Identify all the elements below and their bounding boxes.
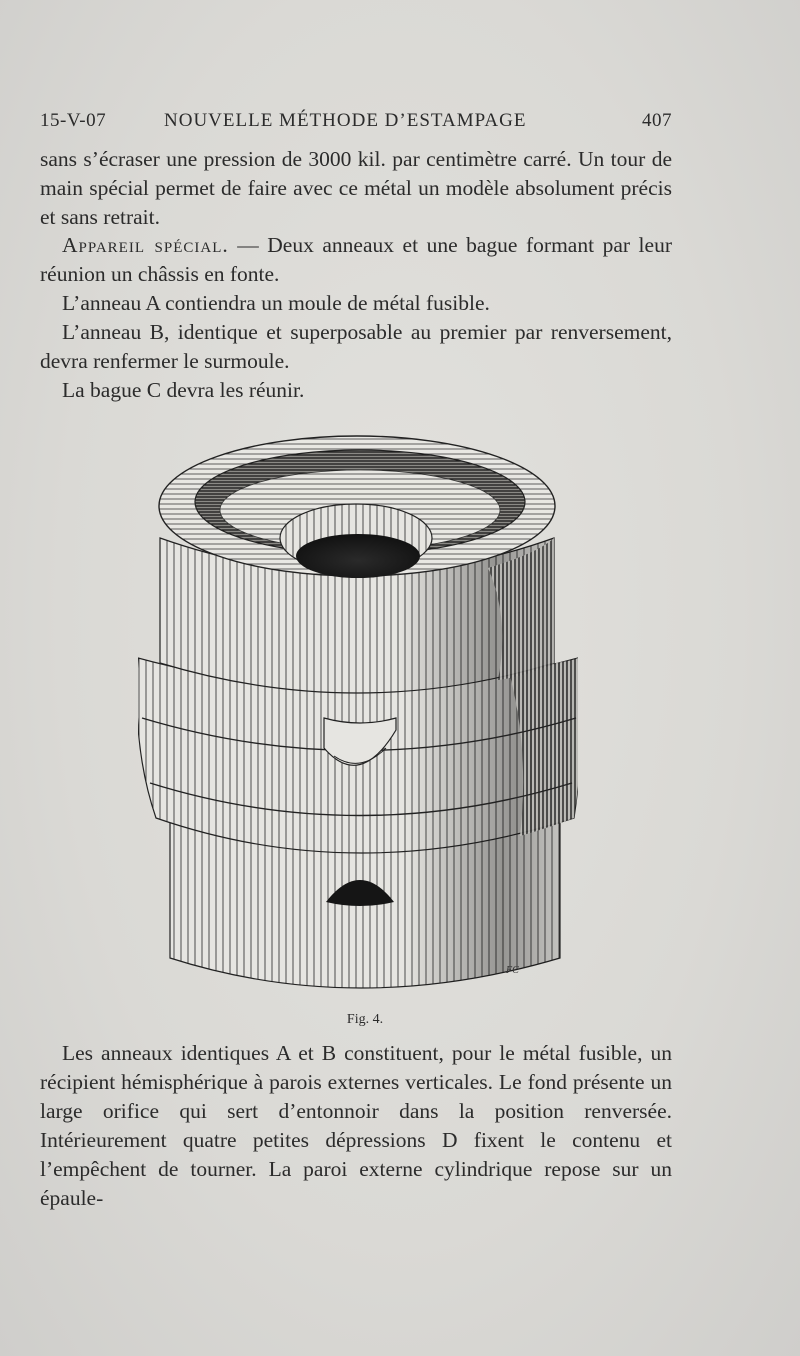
paragraph-4 (40, 318, 672, 376)
section-title: Appareil spécial. (62, 233, 229, 257)
running-header (40, 110, 672, 138)
paragraph-4-text: L’anneau B, identique et superposable au premier par renversement, devra renfermer le surmoule. (40, 320, 672, 373)
paragraph-5-text: La bague C devra les réunir. (62, 378, 305, 402)
paragraph-3 (40, 289, 672, 318)
upper-ring (159, 436, 555, 693)
page-number: 407 (642, 110, 672, 131)
paragraph-2-text: — Deux anneaux et une bague formant par leur réunion un châssis en fonte. (40, 233, 672, 286)
paragraph-3-text: L’anneau A contiendra un moule de métal fusible. (62, 291, 490, 315)
paragraph-2 (40, 231, 672, 289)
header-date: 15-V-07 (40, 110, 107, 131)
figure-ring-illustration (138, 418, 578, 1008)
paragraph-6-text: Les anneaux identiques A et B constituent, pour le métal fusible, un récipient hémisphérique à parois externes verticales. Le fond présente un large orifice qui sert d’entonnoir dans la position renversée. Intérieurement quatre petites dépressions D fixent le contenu et l’empêchent de tourner. La paroi externe cylindrique repose sur un épaule- (40, 1041, 672, 1210)
header-title: NOUVELLE MÉTHODE D’ESTAMPAGE (164, 110, 527, 131)
ring-engraving (138, 418, 578, 1008)
paragraph-5 (40, 376, 672, 405)
paragraph-6 (40, 1039, 672, 1213)
paragraph-1-text: sans s’écraser une pression de 3000 kil. par centimètre carré. Un tour de main spécial permet de faire avec ce métal un modèle absolument précis et sans retrait. (40, 147, 672, 229)
engraver-signature: FC (506, 965, 519, 976)
figure-caption: Fig. 4. (346, 1012, 384, 1027)
paragraph-1 (40, 145, 672, 232)
